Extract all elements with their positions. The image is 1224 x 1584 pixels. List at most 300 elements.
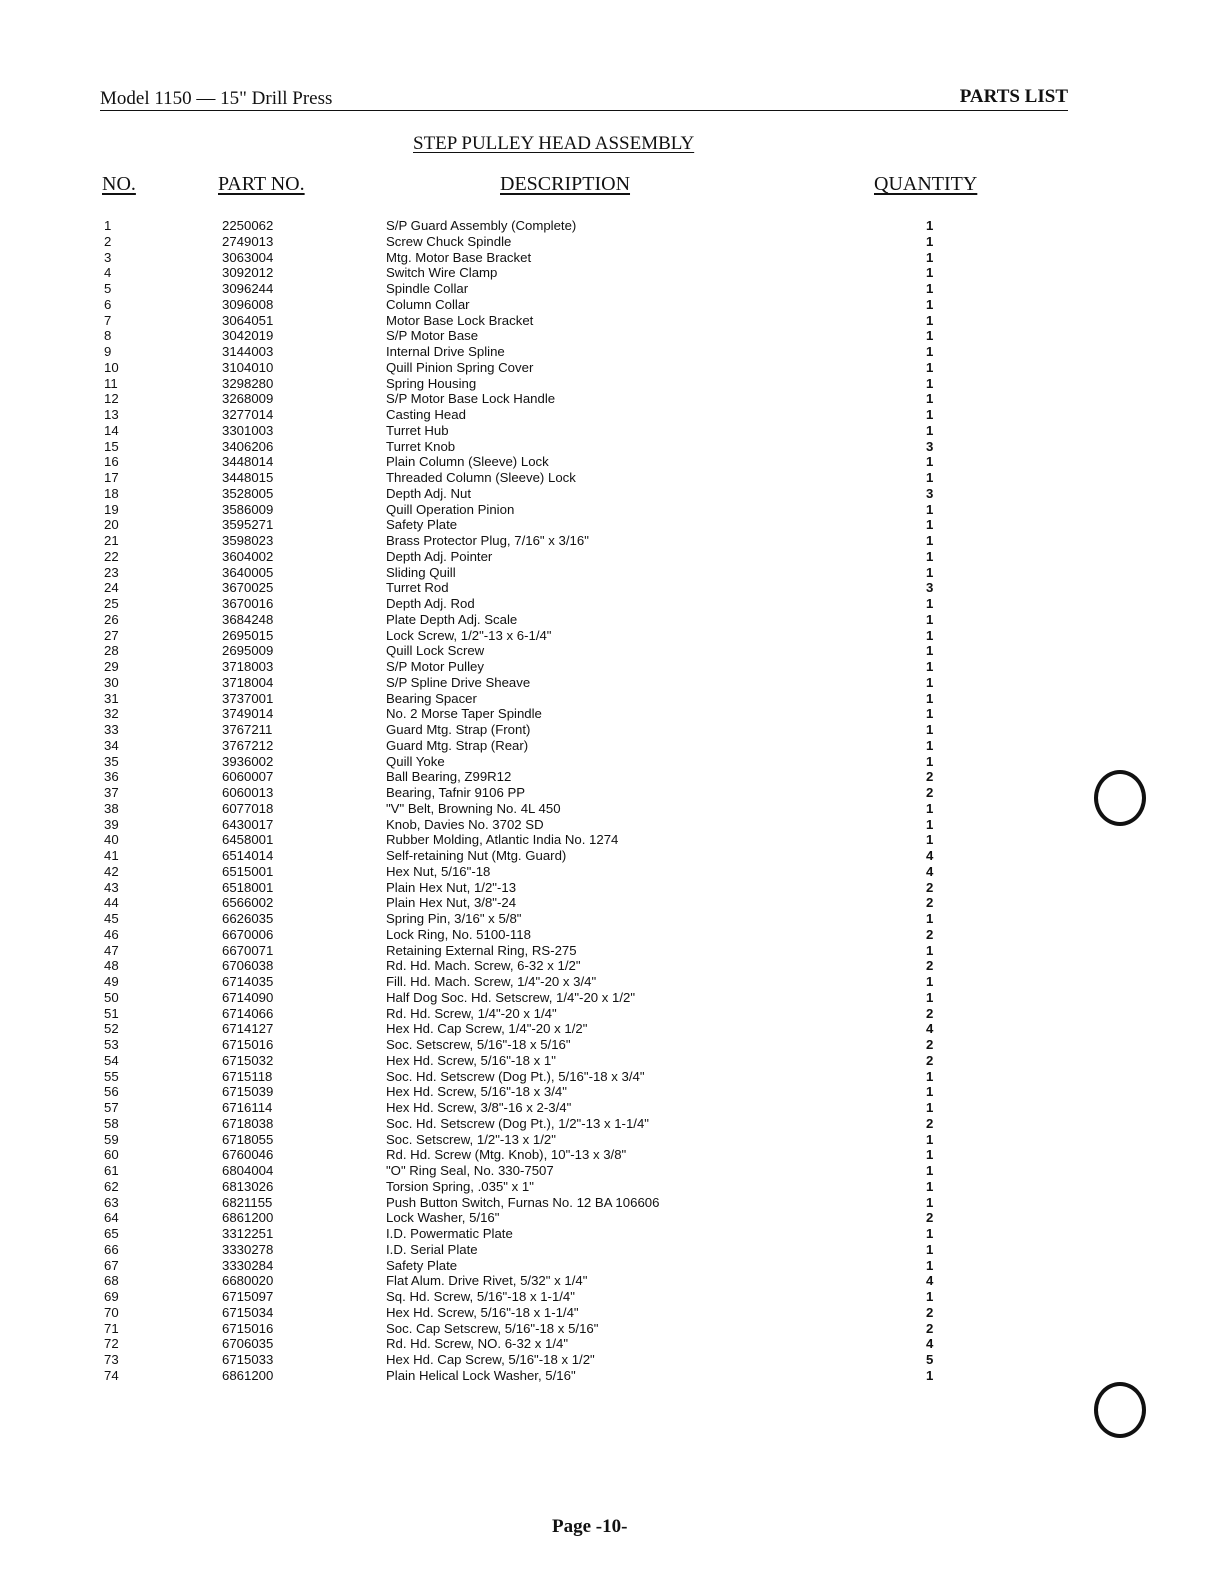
table-row — [0, 691, 1224, 707]
table-row — [0, 454, 1224, 470]
table-row — [0, 612, 1224, 628]
part-quantity: 1 — [926, 989, 934, 1005]
part-number-index: 66 — [104, 1241, 119, 1257]
part-description: Guard Mtg. Strap (Front) — [386, 722, 531, 737]
part-number-index: 38 — [104, 800, 119, 816]
part-number: 6715016 — [222, 1037, 274, 1052]
section-label: PARTS LIST — [959, 86, 1068, 107]
part-number: 3277014 — [222, 407, 274, 422]
part-number-index: 60 — [104, 1147, 119, 1163]
part-description: Plain Hex Nut, 1/2"-13 — [386, 879, 517, 895]
part-description: Lock Washer, 5/16" — [386, 1210, 500, 1226]
part-number: 6821155 — [222, 1194, 273, 1210]
table-row — [0, 1084, 1224, 1100]
part-number-index: 16 — [104, 454, 119, 470]
table-row — [0, 486, 1224, 502]
part-description: Rd. Hd. Screw, NO. 6-32 x 1/4" — [386, 1336, 569, 1352]
table-row — [0, 974, 1224, 990]
part-number: 3604002 — [222, 548, 274, 564]
part-quantity: 2 — [926, 926, 934, 942]
part-number-index: 25 — [104, 596, 119, 611]
part-number: 6715016 — [222, 1320, 274, 1336]
part-description: Lock Screw, 1/2"-13 x 6-1/4" — [386, 627, 552, 643]
part-quantity: 1 — [926, 454, 934, 470]
part-quantity: 1 — [926, 1147, 934, 1163]
part-description: Turret Rod — [386, 580, 449, 596]
part-description: Rd. Hd. Mach. Screw, 6-32 x 1/2" — [386, 958, 581, 974]
table-row — [0, 1273, 1224, 1289]
table-row — [0, 1195, 1224, 1211]
part-number: 3104010 — [222, 359, 274, 375]
part-number-index: 67 — [104, 1257, 119, 1273]
part-number-index: 73 — [104, 1352, 119, 1367]
part-number-index: 68 — [104, 1273, 119, 1289]
part-number: 2749013 — [222, 233, 274, 249]
part-description: Plain Hex Nut, 3/8"-24 — [386, 895, 517, 911]
part-number: 3298280 — [222, 375, 274, 391]
part-number-index: 12 — [104, 391, 119, 407]
part-number-index: 55 — [104, 1068, 119, 1084]
table-row — [0, 1006, 1224, 1022]
part-quantity: 2 — [926, 1052, 934, 1068]
part-description: Soc. Hd. Setscrew (Dog Pt.), 1/2"-13 x 1-1/4" — [386, 1115, 649, 1131]
part-quantity: 4 — [926, 848, 934, 863]
part-number: 2695009 — [222, 643, 274, 659]
part-number: 3528005 — [222, 485, 274, 501]
part-number-index: 39 — [104, 816, 119, 832]
table-row — [0, 549, 1224, 565]
part-number: 3096244 — [222, 281, 274, 296]
table-row — [0, 990, 1224, 1006]
part-number-index: 20 — [104, 517, 119, 533]
part-number-index: 59 — [104, 1131, 119, 1147]
part-description: Depth Adj. Nut — [386, 485, 472, 501]
header-rule — [100, 110, 1068, 111]
part-quantity: 4 — [926, 1021, 934, 1037]
table-row — [0, 659, 1224, 675]
part-number-index: 65 — [104, 1226, 119, 1241]
part-description: Rd. Hd. Screw (Mtg. Knob), 10"-13 x 3/8" — [386, 1147, 627, 1163]
part-quantity: 2 — [926, 785, 934, 800]
part-quantity: 1 — [926, 753, 934, 769]
table-row — [0, 218, 1224, 234]
table-row — [0, 1069, 1224, 1085]
part-quantity: 1 — [926, 1257, 934, 1273]
part-description: Ball Bearing, Z99R12 — [386, 769, 512, 785]
part-description: No. 2 Morse Taper Spindle — [386, 706, 542, 722]
part-description: Spring Pin, 3/16" x 5/8" — [386, 911, 522, 926]
part-quantity: 2 — [926, 879, 934, 895]
part-number-index: 11 — [104, 375, 118, 391]
table-row — [0, 675, 1224, 691]
part-quantity: 2 — [926, 1320, 934, 1336]
part-description: Guard Mtg. Strap (Rear) — [386, 737, 529, 753]
table-row — [0, 596, 1224, 612]
table-row — [0, 580, 1224, 596]
table-row — [0, 281, 1224, 297]
part-quantity: 1 — [926, 375, 934, 391]
part-number-index: 64 — [104, 1210, 119, 1226]
part-quantity: 1 — [926, 1163, 934, 1178]
part-quantity: 5 — [926, 1352, 934, 1367]
part-number-index: 43 — [104, 879, 119, 895]
part-description: Soc. Setscrew, 1/2"-13 x 1/2" — [386, 1131, 556, 1147]
part-description: I.D. Serial Plate — [386, 1241, 478, 1257]
part-number-index: 71 — [104, 1320, 119, 1336]
part-number: 6813026 — [222, 1178, 274, 1194]
part-number-index: 5 — [104, 281, 112, 296]
part-quantity: 3 — [926, 580, 934, 596]
part-number-index: 70 — [104, 1304, 119, 1320]
part-number-index: 18 — [104, 485, 119, 501]
part-description: Spindle Collar — [386, 281, 469, 296]
table-row — [0, 1352, 1224, 1368]
table-row — [0, 1021, 1224, 1037]
model-title: Model 1150 — 15" Drill Press — [100, 88, 333, 109]
part-number-index: 56 — [104, 1084, 119, 1100]
table-row — [0, 360, 1224, 376]
part-number: 3749014 — [222, 706, 274, 722]
part-description: Threaded Column (Sleeve) Lock — [386, 470, 576, 485]
table-row — [0, 927, 1224, 943]
table-row — [0, 785, 1224, 801]
table-row — [0, 565, 1224, 581]
part-quantity: 1 — [926, 1068, 934, 1084]
part-quantity: 1 — [926, 233, 934, 249]
part-quantity: 1 — [926, 407, 934, 422]
part-number: 3595271 — [222, 517, 274, 533]
table-row — [0, 1132, 1224, 1148]
part-description: Internal Drive Spline — [386, 344, 505, 359]
part-number-index: 3 — [104, 249, 112, 265]
table-row — [0, 895, 1224, 911]
table-row — [0, 801, 1224, 817]
part-description: Depth Adj. Pointer — [386, 548, 493, 564]
table-row — [0, 1053, 1224, 1069]
part-quantity: 2 — [926, 1005, 934, 1021]
table-row — [0, 1163, 1224, 1179]
part-number-index: 8 — [104, 328, 112, 344]
part-description: Column Collar — [386, 296, 470, 312]
part-description: Fill. Hd. Mach. Screw, 1/4"-20 x 3/4" — [386, 974, 597, 989]
part-number-index: 58 — [104, 1115, 119, 1131]
table-row — [0, 1100, 1224, 1116]
part-description: Torsion Spring, .035" x 1" — [386, 1178, 534, 1194]
part-number-index: 7 — [104, 312, 112, 328]
part-number-index: 37 — [104, 785, 119, 800]
part-number-index: 74 — [104, 1367, 119, 1383]
part-number-index: 36 — [104, 769, 119, 785]
table-row — [0, 911, 1224, 927]
part-quantity: 1 — [926, 265, 934, 281]
table-row — [0, 848, 1224, 864]
part-number-index: 52 — [104, 1021, 119, 1037]
part-number: 6715034 — [222, 1304, 274, 1320]
parts-table — [0, 218, 1224, 1384]
table-row — [0, 1210, 1224, 1226]
part-number: 6670071 — [222, 942, 274, 958]
part-quantity: 1 — [926, 359, 934, 375]
part-description: Bearing, Tafnir 9106 PP — [386, 785, 526, 800]
part-quantity: 1 — [926, 737, 934, 753]
part-number: 3092012 — [222, 265, 274, 281]
part-number: 6566002 — [222, 895, 274, 911]
part-quantity: 1 — [926, 974, 934, 989]
part-number: 6715118 — [222, 1068, 273, 1084]
part-quantity: 1 — [926, 564, 934, 580]
part-number-index: 1 — [104, 218, 112, 233]
column-header-description: DESCRIPTION — [500, 173, 631, 195]
part-quantity: 1 — [926, 596, 934, 611]
part-number-index: 50 — [104, 989, 119, 1005]
part-number-index: 49 — [104, 974, 119, 989]
part-description: Turret Hub — [386, 422, 449, 438]
part-description: Quill Yoke — [386, 753, 445, 769]
table-row — [0, 738, 1224, 754]
part-number: 6706035 — [222, 1336, 274, 1352]
part-number-index: 13 — [104, 407, 119, 422]
column-header-no: NO. — [102, 173, 136, 195]
table-row — [0, 250, 1224, 266]
part-description: Hex Nut, 5/16"-18 — [386, 863, 491, 879]
part-quantity: 1 — [926, 1226, 934, 1241]
part-number: 6670006 — [222, 926, 274, 942]
part-description: Retaining External Ring, RS-275 — [386, 942, 577, 958]
assembly-title: STEP PULLEY HEAD ASSEMBLY — [413, 133, 695, 154]
part-number-index: 61 — [104, 1163, 119, 1178]
part-number: 6706038 — [222, 958, 274, 974]
part-description: Bearing Spacer — [386, 690, 477, 706]
part-number-index: 19 — [104, 501, 119, 517]
table-row — [0, 423, 1224, 439]
part-quantity: 1 — [926, 281, 934, 296]
part-quantity: 1 — [926, 344, 934, 359]
part-quantity: 1 — [926, 706, 934, 722]
table-row — [0, 517, 1224, 533]
part-description: Push Button Switch, Furnas No. 12 BA 106606 — [386, 1194, 660, 1210]
table-row — [0, 1305, 1224, 1321]
part-number-index: 17 — [104, 470, 119, 485]
part-number: 3767212 — [222, 737, 274, 753]
part-number: 6715033 — [222, 1352, 274, 1367]
part-description: S/P Spline Drive Sheave — [386, 674, 531, 690]
part-number-index: 40 — [104, 832, 119, 848]
part-number-index: 35 — [104, 753, 119, 769]
part-quantity: 1 — [926, 1100, 934, 1115]
part-description: Plate Depth Adj. Scale — [386, 611, 518, 627]
part-description: Soc. Cap Setscrew, 5/16"-18 x 5/16" — [386, 1320, 599, 1336]
part-description: S/P Guard Assembly (Complete) — [386, 218, 577, 233]
table-row — [0, 1226, 1224, 1242]
part-description: Mtg. Motor Base Bracket — [386, 249, 532, 265]
part-quantity: 2 — [926, 769, 934, 785]
part-number-index: 24 — [104, 580, 119, 596]
part-quantity: 4 — [926, 1273, 934, 1289]
part-quantity: 1 — [926, 1289, 934, 1304]
part-description: Safety Plate — [386, 1257, 458, 1273]
part-number: 3640005 — [222, 564, 274, 580]
part-description: S/P Motor Pulley — [386, 659, 484, 674]
table-row — [0, 1179, 1224, 1195]
part-number: 6060007 — [222, 769, 274, 785]
part-number: 6715097 — [222, 1289, 274, 1304]
table-row — [0, 628, 1224, 644]
table-row — [0, 1116, 1224, 1132]
part-quantity: 1 — [926, 548, 934, 564]
part-quantity: 1 — [926, 1241, 934, 1257]
part-description: Spring Housing — [386, 375, 477, 391]
part-description: Knob, Davies No. 3702 SD — [386, 816, 544, 832]
part-quantity: 1 — [926, 501, 934, 517]
part-number: 3330284 — [222, 1257, 274, 1273]
part-number: 3064051 — [222, 312, 274, 328]
part-number: 3670016 — [222, 596, 274, 611]
table-row — [0, 1258, 1224, 1274]
part-description: Rubber Molding, Atlantic India No. 1274 — [386, 832, 619, 848]
part-quantity: 1 — [926, 312, 934, 328]
part-quantity: 2 — [926, 1210, 934, 1226]
part-quantity: 1 — [926, 1367, 934, 1383]
part-quantity: 1 — [926, 832, 934, 848]
part-quantity: 2 — [926, 958, 934, 974]
part-number-index: 23 — [104, 564, 119, 580]
part-number: 6458001 — [222, 832, 274, 848]
part-description: Quill Pinion Spring Cover — [386, 359, 534, 375]
table-row — [0, 943, 1224, 959]
part-quantity: 3 — [926, 485, 934, 501]
part-quantity: 1 — [926, 690, 934, 706]
table-row — [0, 643, 1224, 659]
table-row — [0, 1336, 1224, 1352]
part-number: 3718003 — [222, 659, 274, 674]
part-number: 3312251 — [222, 1226, 274, 1241]
table-row — [0, 769, 1224, 785]
table-row — [0, 832, 1224, 848]
part-number: 6718055 — [222, 1131, 274, 1147]
part-quantity: 4 — [926, 1336, 934, 1352]
part-description: Sliding Quill — [386, 564, 456, 580]
part-description: Hex Hd. Screw, 5/16"-18 x 1-1/4" — [386, 1304, 579, 1320]
part-number: 6804004 — [222, 1163, 274, 1178]
part-number: 6715032 — [222, 1052, 274, 1068]
table-row — [0, 533, 1224, 549]
part-number: 6077018 — [222, 800, 274, 816]
table-row — [0, 265, 1224, 281]
part-number: 3767211 — [222, 722, 273, 737]
table-row — [0, 1147, 1224, 1163]
part-description: Quill Operation Pinion — [386, 501, 515, 517]
part-number-index: 45 — [104, 911, 119, 926]
table-row — [0, 958, 1224, 974]
part-number: 6715039 — [222, 1084, 274, 1100]
part-quantity: 1 — [926, 470, 934, 485]
table-row — [0, 1321, 1224, 1337]
part-number-index: 32 — [104, 706, 119, 722]
part-number: 3586009 — [222, 501, 274, 517]
part-number-index: 62 — [104, 1178, 119, 1194]
part-number: 3096008 — [222, 296, 274, 312]
table-row — [0, 1289, 1224, 1305]
part-number: 6716114 — [222, 1100, 273, 1115]
part-quantity: 1 — [926, 816, 934, 832]
part-number-index: 15 — [104, 438, 119, 454]
part-quantity: 3 — [926, 438, 934, 454]
part-number: 6861200 — [222, 1367, 274, 1383]
part-number: 6861200 — [222, 1210, 274, 1226]
part-description: Flat Alum. Drive Rivet, 5/32" x 1/4" — [386, 1273, 588, 1289]
part-description: Soc. Hd. Setscrew (Dog Pt.), 5/16"-18 x 3/4" — [386, 1068, 645, 1084]
part-number: 3301003 — [222, 422, 274, 438]
part-description: Safety Plate — [386, 517, 458, 533]
part-quantity: 1 — [926, 328, 934, 344]
part-number: 3718004 — [222, 674, 274, 690]
part-number-index: 22 — [104, 548, 119, 564]
part-quantity: 1 — [926, 800, 934, 816]
part-number: 6518001 — [222, 879, 274, 895]
part-number-index: 42 — [104, 863, 119, 879]
part-quantity: 2 — [926, 1037, 934, 1052]
table-row — [0, 706, 1224, 722]
part-number: 3406206 — [222, 438, 274, 454]
part-quantity: 1 — [926, 1084, 934, 1100]
table-row — [0, 864, 1224, 880]
part-quantity: 2 — [926, 1115, 934, 1131]
table-row — [0, 1368, 1224, 1384]
part-description: "O" Ring Seal, No. 330-7507 — [386, 1163, 554, 1178]
part-number-index: 34 — [104, 737, 119, 753]
table-row — [0, 439, 1224, 455]
table-row — [0, 297, 1224, 313]
part-number: 6060013 — [222, 785, 274, 800]
part-description: "V" Belt, Browning No. 4L 450 — [386, 800, 561, 816]
part-number-index: 29 — [104, 659, 119, 674]
table-row — [0, 234, 1224, 250]
table-row — [0, 344, 1224, 360]
part-number-index: 47 — [104, 942, 119, 958]
part-quantity: 1 — [926, 722, 934, 737]
part-quantity: 1 — [926, 422, 934, 438]
part-description: Casting Head — [386, 407, 466, 422]
part-number-index: 51 — [104, 1005, 119, 1021]
part-number: 2695015 — [222, 627, 274, 643]
part-number: 3670025 — [222, 580, 274, 596]
part-number-index: 72 — [104, 1336, 119, 1352]
table-row — [0, 328, 1224, 344]
binder-hole-icon — [1094, 1382, 1146, 1438]
table-row — [0, 407, 1224, 423]
part-quantity: 1 — [926, 1194, 934, 1210]
part-number: 6430017 — [222, 816, 274, 832]
part-description: Plain Helical Lock Washer, 5/16" — [386, 1367, 576, 1383]
part-description: Half Dog Soc. Hd. Setscrew, 1/4"-20 x 1/2" — [386, 989, 636, 1005]
table-row — [0, 376, 1224, 392]
table-row — [0, 470, 1224, 486]
part-number: 3144003 — [222, 344, 274, 359]
part-number-index: 9 — [104, 344, 112, 359]
part-quantity: 1 — [926, 249, 934, 265]
part-number-index: 41 — [104, 848, 119, 863]
part-quantity: 1 — [926, 218, 934, 233]
part-quantity: 2 — [926, 895, 934, 911]
part-quantity: 1 — [926, 1178, 934, 1194]
part-number-index: 33 — [104, 722, 119, 737]
part-description: Plain Column (Sleeve) Lock — [386, 454, 549, 470]
part-number: 3936002 — [222, 753, 274, 769]
part-description: Hex Hd. Screw, 5/16"-18 x 3/4" — [386, 1084, 567, 1100]
part-quantity: 1 — [926, 296, 934, 312]
part-description: S/P Motor Base Lock Handle — [386, 391, 556, 407]
part-number-index: 14 — [104, 422, 119, 438]
